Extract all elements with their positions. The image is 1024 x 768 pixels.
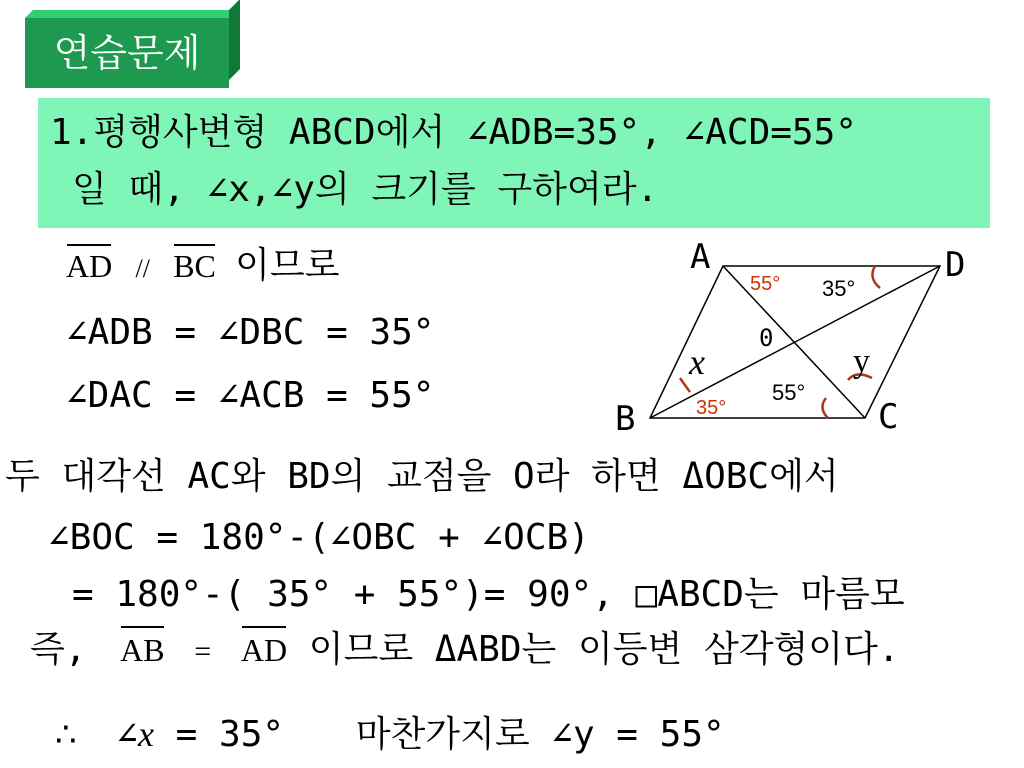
point-c: C [878,397,899,437]
tab-side-face [229,0,240,80]
conclusion-line [55,712,725,758]
label-y: y [853,343,870,380]
parallel-suffix: 이므로 [235,245,340,286]
point-o: 0 [759,324,774,352]
x-value: = 35° [154,714,285,755]
angle-d-35: 35° [822,276,856,301]
prefix-text: 즉, [30,629,87,670]
equation-result: = 180°-( 35° + 55°)= 90°, □ABCD는 마름모 [72,574,905,615]
arc-d [872,266,880,288]
parallelogram-figure [615,232,966,442]
point-d: D [945,245,966,285]
segment-ad: AD [66,248,113,284]
problem-line-1: 1.평행사변형 ABCD에서 ∠ADB=35°, ∠ACD=55° [50,112,857,153]
point-a: A [690,237,711,277]
parallel-symbol: // [135,254,150,283]
angle-symbol: ∠ [116,714,139,755]
equation-boc: ∠BOC = 180°-(∠OBC + ∠OCB) [48,517,590,558]
title-tab [25,10,240,90]
point-b: B [615,399,636,439]
equation-dac: ∠DAC = ∠ACB = 55° [66,375,435,416]
segment-bc: BC [173,248,216,284]
parallel-statement [66,246,339,289]
therefore-symbol: ∴ [55,717,77,754]
label-x: x [689,342,705,382]
diagonal-statement: 두 대각선 AC와 BD의 교점을 O라 하면 ΔOBC에서 [5,456,839,497]
angle-a-55: 55° [750,273,781,295]
segment-ad-2: AD [241,628,287,672]
tab-top-face [25,10,237,18]
arc-c [822,398,828,418]
angle-b-35: 35° [696,397,727,419]
angle-c-55: 55° [772,380,806,405]
equals-sign: = [194,635,212,668]
equation-adb: ∠ADB = ∠DBC = 35° [66,312,435,353]
var-x: x [138,714,154,754]
isosceles-suffix: 이므로 ΔABD는 이등변 삼각형이다. [308,629,900,670]
problem-line-2: 일 때, ∠x,∠y의 크기를 구하여라. [72,169,659,210]
page-title: 연습문제 [25,18,229,88]
conclusion-y: 마찬가지로 ∠y = 55° [355,714,725,755]
segment-ab: AB [120,628,164,672]
isosceles-statement [30,628,900,674]
